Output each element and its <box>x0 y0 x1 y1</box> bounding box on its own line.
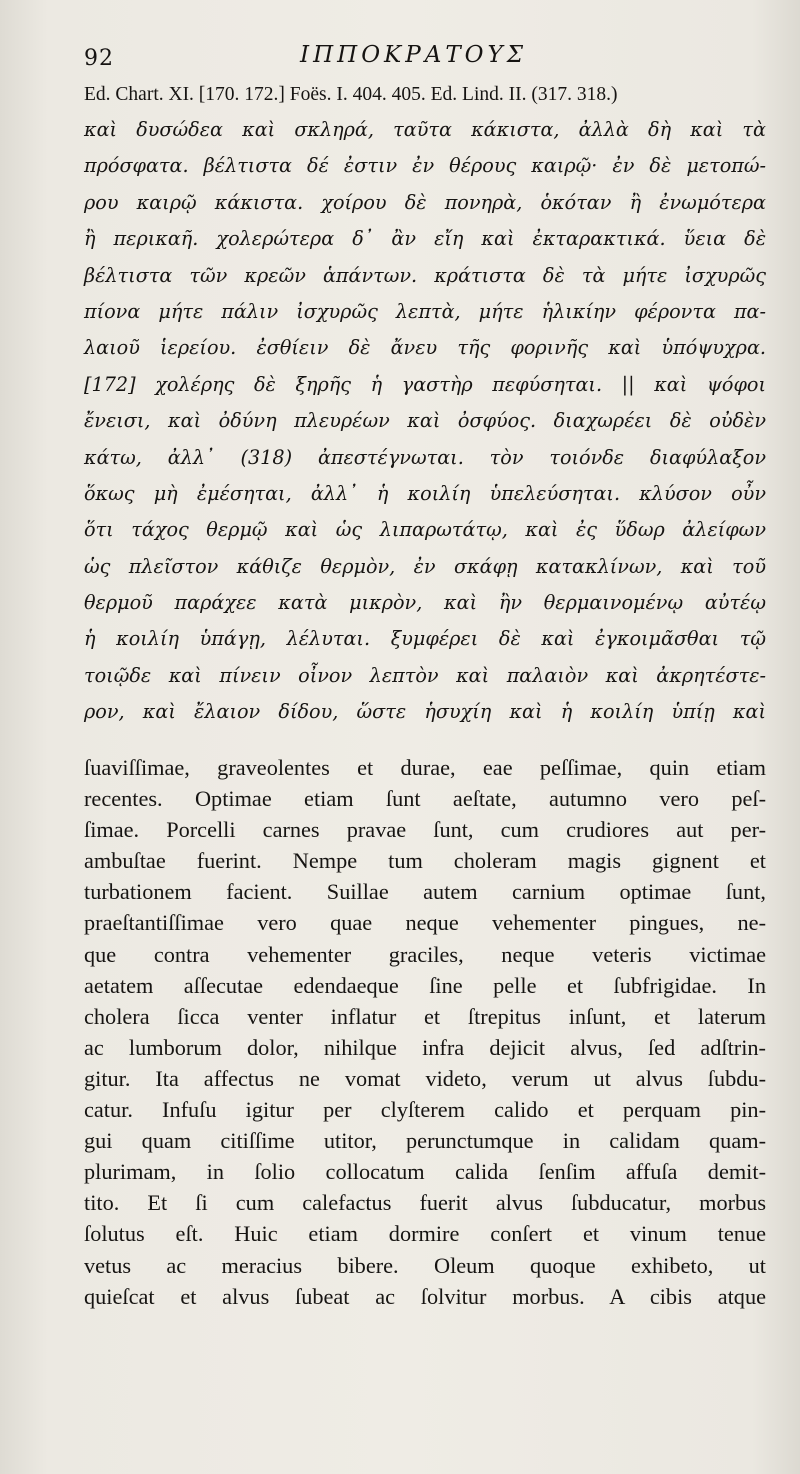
greek-line: πρόσφατα. βέλτιστα δέ ἐστιν ἐν θέρους καιρῷ· ἐν δὲ μετοπώ- <box>84 154 766 178</box>
latin-line: catur. Infuſu igitur per clyſterem calido et perquam pin- <box>84 1097 766 1123</box>
greek-line: ρου καιρῷ κάκιστα. χοίρου δὲ πονηρὰ, ὁκόταν ἢ ἐνωμότερα <box>84 190 766 214</box>
latin-line: ſimae. Porcelli carnes pravae ſunt, cum crudiores aut per- <box>84 817 766 843</box>
latin-line: que contra vehementer graciles, neque veteris victimae <box>84 941 766 967</box>
latin-line: tito. Et ſi cum calefactus fuerit alvus ſubducatur, morbus <box>84 1190 766 1216</box>
latin-line: quieſcat et alvus ſubeat ac ſolvitur morbus. A cibis atque <box>84 1283 766 1309</box>
latin-line: turbationem facient. Suillae autem carnium optimae ſunt, <box>84 879 766 905</box>
greek-line: [172] χολέρης δὲ ξηρῆς ἡ γαστὴρ πεφύσηται. || καὶ ψόφοι <box>84 372 766 396</box>
latin-line: cholera ſicca venter inflatur et ſtrepitus inſunt, et laterum <box>84 1003 766 1029</box>
greek-line: θερμοῦ παράχεε κατὰ μικρὸν, καὶ ἢν θερμαινομένῳ αὐτέῳ <box>84 591 766 615</box>
latin-line: praeſtantiſſimae vero quae neque vehementer pingues, ne- <box>84 910 766 936</box>
latin-line: ac lumborum dolor, nihilque infra dejicit alvus, ſed adſtrin- <box>84 1034 766 1060</box>
latin-line: vetus ac meracius bibere. Oleum quoque exhibeto, ut <box>84 1252 766 1278</box>
greek-line: καὶ δυσώδεα καὶ σκληρά, ταῦτα κάκιστα, ἀλλὰ δὴ καὶ τὰ <box>84 118 766 141</box>
greek-line: ὅτι τάχος θερμῷ καὶ ὡς λιπαρωτάτῳ, καὶ ἐς ὕδωρ ἀλείφων <box>84 518 766 542</box>
greek-line: λαιοῦ ἱερείου. ἐσθίειν δὲ ἄνευ τῆς φορινῆς καὶ ὑπόψυχρα. <box>84 336 766 360</box>
latin-line: ſuaviſſimae, graveolentes et durae, eae peſſimae, quin etiam <box>84 755 766 780</box>
page-number: 92 <box>84 46 114 71</box>
greek-line: κάτω, ἀλλ᾽ (318) ἀπεστέγνωται. τὸν τοιόνδε διαφύλαξον <box>84 445 766 469</box>
latin-line: plurimam, in ſolio collocatum calida ſenſim affuſa demit- <box>84 1159 766 1185</box>
latin-line: ſolutus eſt. Huic etiam dormire conſert et vinum tenue <box>84 1221 766 1247</box>
greek-line: βέλτιστα τῶν κρεῶν ἁπάντων. κράτιστα δὲ τὰ μήτε ἰσχυρῶς <box>84 263 766 287</box>
latin-text-block <box>84 752 766 1312</box>
running-title: ΙΠΠΟΚΡΑΤΟΥΣ <box>300 42 527 68</box>
greek-line: ἔνεισι, καὶ ὀδύνη πλευρέων καὶ ὀσφύος. διαχωρέει δὲ οὐδὲν <box>84 409 766 433</box>
greek-line: πίονα μήτε πάλιν ἰσχυρῶς λεπτὰ, μήτε ἡλικίην φέροντα πα- <box>84 299 766 323</box>
latin-line: gui quam citiſſime utitor, perunctumque in calidam quam- <box>84 1128 766 1154</box>
latin-line: aetatem aſſecutae edendaeque ſine pelle et ſubfrigidae. In <box>84 972 766 998</box>
greek-line: ὡς πλεῖστον κάθιζε θερμὸν, ἐν σκάφῃ κατακλίνων, καὶ τοῦ <box>84 554 766 578</box>
latin-line: recentes. Optimae etiam ſunt aeſtate, autumno vero peſ- <box>84 786 766 812</box>
greek-line: ἡ κοιλίη ὑπάγῃ, λέλυται. ξυμφέρει δὲ καὶ ἐγκοιμᾶσθαι τῷ <box>84 627 766 651</box>
latin-line: ambuſtae fuerint. Nempe tum choleram magis gignent et <box>84 848 766 874</box>
latin-line: gitur. Ita affectus ne vomat videto, verum ut alvus ſubdu- <box>84 1065 766 1091</box>
greek-line: τοιῷδε καὶ πίνειν οἶνον λεπτὸν καὶ παλαιὸν καὶ ἀκρητέστε- <box>84 663 766 687</box>
greek-line: ὅκως μὴ ἐμέσηται, ἀλλ᾽ ἡ κοιλίη ὑπελεύσηται. κλύσον οὖν <box>84 481 766 505</box>
greek-text-block <box>84 112 766 731</box>
edition-references: Ed. Chart. XI. [170. 172.] Foës. I. 404. 405. Ed. Lind. II. (317. 318.) <box>84 84 618 105</box>
greek-line: ἢ περικαῆ. χολερώτερα δ᾽ ἂν εἴη καὶ ἐκταρακτικά. ὕεια δὲ <box>84 227 766 251</box>
greek-line: ρον, καὶ ἔλαιον δίδου, ὥστε ἡσυχίη καὶ ἡ κοιλίη ὑπίῃ καὶ <box>84 700 766 724</box>
